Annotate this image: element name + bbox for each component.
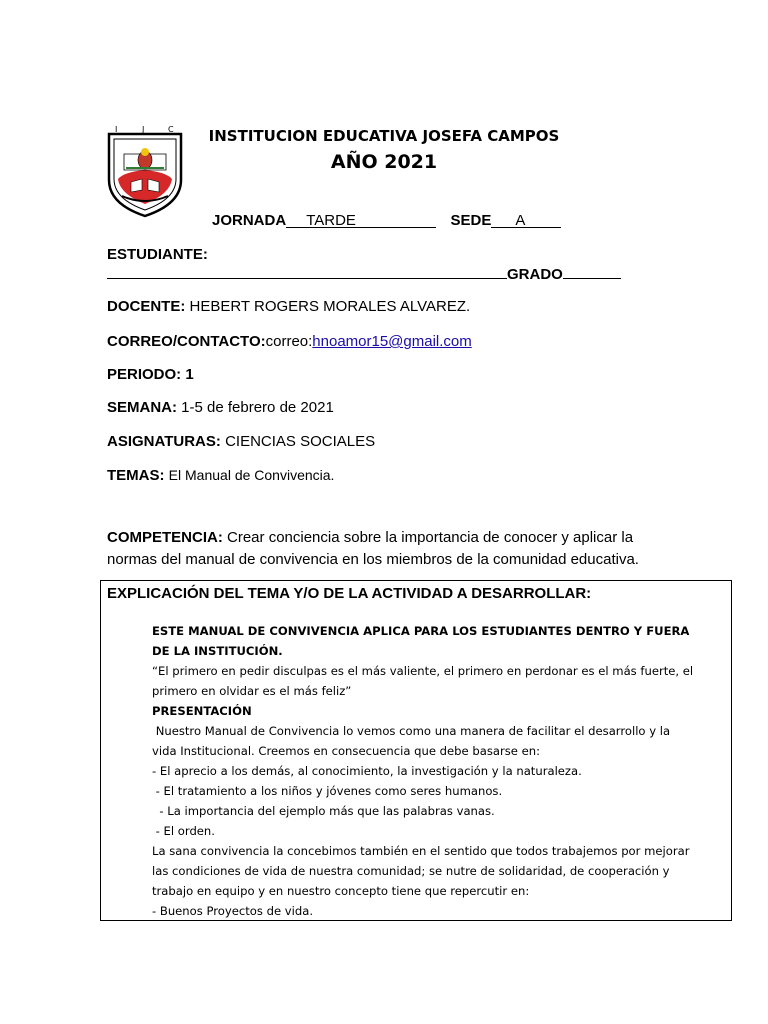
bullet-item: - El orden. [152, 824, 215, 838]
semana-label: SEMANA: [107, 399, 177, 416]
presentacion-text: Nuestro Manual de Convivencia lo vemos como una manera de facilitar el desarrollo y la vida Institucional. Creemos en consecuencia que debe basarse en: [152, 724, 674, 758]
crest-letter-c: C [168, 125, 174, 134]
school-year: AÑO 2021 [330, 151, 438, 173]
explicacion-box [100, 580, 732, 921]
quote: “El primero en pedir disculpas es el más valiente, el primero en perdonar es el más fuerte, el primero en olvidar es el más feliz” [152, 664, 694, 698]
sede-field [491, 214, 561, 228]
manual-heading: ESTE MANUAL DE CONVIVENCIA APLICA PARA LOS ESTUDIANTES DENTRO Y FUERA DE LA INSTITUCIÓN. [152, 624, 690, 658]
estudiante-field [107, 278, 507, 279]
asignaturas-row [107, 433, 375, 450]
crest-letter-i: I [115, 125, 118, 134]
correo-row [107, 333, 472, 350]
sana-convivencia-text: La sana convivencia la concebimos también en el sentido que todos trabajemos por mejorar las condiciones de vida de nuestra comunidad; se nutre de solidaridad, de cooperación y trabajo en equipo y en nuestro concepto tiene que repercutir en: [152, 844, 690, 898]
docente-label: DOCENTE: [107, 298, 186, 315]
jornada-sede-row [212, 212, 561, 229]
sede-value: A [515, 212, 526, 229]
competencia-text-2: normas del manual de convivencia en los miembros de la comunidad educativa. [107, 551, 639, 568]
competencia-text-1: Crear conciencia sobre la importancia de conocer y aplicar la [227, 529, 634, 546]
semana-row [107, 399, 334, 416]
grado-field [563, 278, 621, 279]
correo-label: CORREO/CONTACTO: [107, 333, 266, 350]
bullet-item: - El tratamiento a los niños y jóvenes como seres humanos. [152, 784, 503, 798]
asignaturas-value: CIENCIAS SOCIALES [225, 433, 376, 450]
explicacion-title: EXPLICACIÓN DEL TEMA Y/O DE LA ACTIVIDAD A DESARROLLAR: [107, 585, 592, 602]
explicacion-body [152, 621, 697, 921]
jornada-field [286, 214, 436, 228]
grado-label: GRADO [507, 266, 563, 283]
temas-label: TEMAS: [107, 467, 165, 484]
semana-value: 1-5 de febrero de 2021 [181, 399, 334, 416]
periodo-label: PERIODO: 1 [107, 366, 194, 383]
competencia-label: COMPETENCIA: [107, 529, 223, 546]
crest-letter-j: J [142, 125, 145, 134]
bullet-item: - El aprecio a los demás, al conocimiento, la investigación y la naturaleza. [152, 764, 582, 778]
bullet-item-last: - Buenos Proyectos de vida. [152, 904, 314, 918]
asignaturas-label: ASIGNATURAS: [107, 433, 221, 450]
competencia-line-1 [107, 529, 633, 546]
estudiante-grado-row [107, 266, 621, 283]
bullet-item: - La importancia del ejemplo más que las palabras vanas. [152, 804, 495, 818]
temas-row [107, 467, 334, 484]
correo-prefix: correo: [265, 333, 313, 350]
email-link[interactable]: hnoamor15@gmail.com [312, 333, 472, 350]
presentacion-title: PRESENTACIÓN [152, 704, 252, 718]
docente-value: HEBERT ROGERS MORALES ALVAREZ. [189, 298, 471, 315]
sede-label: SEDE [450, 212, 492, 229]
temas-value: El Manual de Convivencia. [168, 467, 335, 483]
estudiante-label: ESTUDIANTE: [107, 246, 208, 263]
institution-name: INSTITUCION EDUCATIVA JOSEFA CAMPOS [208, 127, 560, 145]
jornada-value: TARDE [306, 212, 356, 229]
jornada-label: JORNADA [212, 212, 287, 229]
docente-row [107, 298, 470, 315]
